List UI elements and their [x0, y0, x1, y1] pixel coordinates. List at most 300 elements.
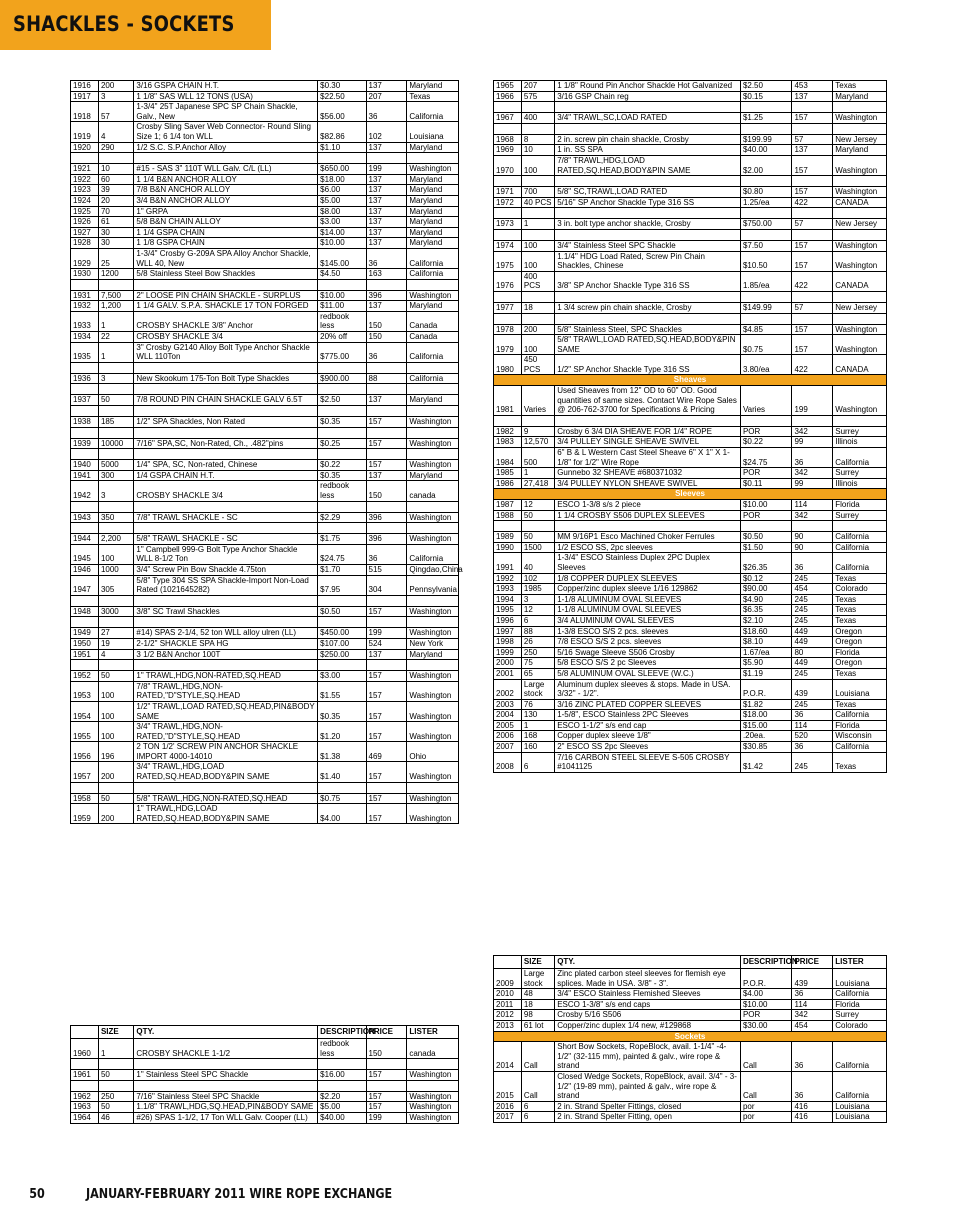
cell-lister: 207 — [366, 91, 407, 102]
cell-lister: 157 — [792, 335, 833, 355]
cell-lister: 245 — [792, 668, 833, 679]
cell-item-number: 2004 — [494, 710, 522, 721]
cell-lister: 157 — [792, 155, 833, 175]
table-row — [494, 647, 887, 658]
cell-zone: Texas — [833, 615, 887, 626]
table-row — [71, 742, 459, 762]
cell-lister: 157 — [366, 804, 407, 824]
cell-price: $8.10 — [740, 637, 792, 648]
spacer-cell — [407, 362, 459, 373]
spacer-cell — [318, 279, 366, 290]
table-row — [71, 638, 459, 649]
table-row — [71, 628, 459, 639]
table-row — [494, 324, 887, 335]
cell-lister: 157 — [792, 187, 833, 198]
cell-description: 1/2" TRAWL,LOAD RATED,SQ.HEAD,PIN&BODY SAME — [134, 701, 318, 721]
cell-lister: 137 — [366, 142, 407, 153]
cell-lister: 137 — [366, 174, 407, 185]
cell-quantity: 300 — [98, 470, 133, 481]
cell-description: 1.1/8" TRAWL,HDG,SQ.HEAD,PIN&BODY SAME — [134, 1102, 318, 1113]
spacer-cell — [833, 176, 887, 187]
cell-lister: 90 — [792, 542, 833, 553]
cell-description: 3/16 GSPA CHAIN H.T. — [134, 81, 318, 92]
cell-quantity: 500 — [521, 448, 554, 468]
cell-item-number: 1931 — [71, 290, 99, 301]
cell-price: $7.50 — [740, 240, 792, 251]
cell-zone: Maryland — [833, 91, 887, 102]
spacer-cell — [134, 427, 318, 438]
cell-quantity: 12 — [521, 500, 554, 511]
section-header-row — [494, 1031, 887, 1042]
cell-price: $1.10 — [318, 142, 366, 153]
cell-quantity: 40 — [521, 553, 554, 573]
cell-description: Short Bow Sockets, RopeBlock, avail. 1-1/4" -4-1/2" (32-115 mm), painted & galv., wire rope & strand — [555, 1042, 741, 1072]
cell-description: 3 in. bolt type anchor shackle, Crosby — [555, 219, 741, 230]
cell-description: 1" Stainless Steel SPC Shackle — [134, 1070, 318, 1081]
cell-item-number: 1959 — [71, 804, 99, 824]
cell-quantity: 1 — [521, 219, 554, 230]
table-spacer-row — [71, 1080, 459, 1091]
cell-zone: canada — [407, 481, 459, 501]
cell-description: 1 1/4 CROSBY S506 DUPLEX SLEEVES — [555, 510, 741, 521]
spacer-cell — [407, 617, 459, 628]
cell-item-number: 2015 — [494, 1071, 522, 1101]
cell-price: P.O.R. — [740, 679, 792, 699]
cell-description: 1-3/8 ESCO S/S 2 pcs. sleeves — [555, 626, 741, 637]
cell-zone: Washington — [833, 251, 887, 271]
cell-quantity: 168 — [521, 731, 554, 742]
cell-lister: 396 — [366, 534, 407, 545]
cell-item-number: 1947 — [71, 575, 99, 595]
table-row — [71, 544, 459, 564]
cell-price: Varies — [740, 386, 792, 416]
cell-description: 2 in. Strand Spelter Fitting, open — [555, 1112, 741, 1123]
spacer-cell — [521, 291, 554, 302]
cell-lister: 36 — [792, 710, 833, 721]
cell-quantity: 2,200 — [98, 534, 133, 545]
cell-item-number: 1922 — [71, 174, 99, 185]
spacer-cell — [98, 153, 133, 164]
cell-quantity: 400 — [521, 113, 554, 124]
cell-lister: 245 — [792, 605, 833, 616]
listings-table-left-2 — [70, 1025, 459, 1124]
cell-description: 1 1/8" Round Pin Anchor Shackle Hot Galvanized — [555, 81, 741, 92]
cell-lister: 245 — [792, 699, 833, 710]
spacer-cell — [521, 102, 554, 113]
cell-price: $1.70 — [318, 564, 366, 575]
cell-item-number: 1956 — [71, 742, 99, 762]
cell-item-number: 2002 — [494, 679, 522, 699]
cell-lister: 137 — [366, 395, 407, 406]
spacer-cell — [407, 523, 459, 534]
table-row — [494, 1020, 887, 1031]
cell-quantity: 100 — [521, 155, 554, 175]
cell-price: $2.50 — [740, 81, 792, 92]
cell-lister: 199 — [366, 1112, 407, 1123]
cell-price: $1.25 — [740, 113, 792, 124]
table-row — [71, 649, 459, 660]
cell-description: 1" Campbell 999-G Bolt Type Anchor Shackle WLL 8-1/2 Ton — [134, 544, 318, 564]
cell-description: 2 TON 1/2' SCREW PIN ANCHOR SHACKLE IMPORT 4000-14010 — [134, 742, 318, 762]
cell-lister: 304 — [366, 575, 407, 595]
table-row — [494, 386, 887, 416]
cell-quantity: 75 — [521, 658, 554, 669]
cell-item-number: 2001 — [494, 668, 522, 679]
table-spacer-row — [494, 176, 887, 187]
cell-zone: Washington — [407, 534, 459, 545]
cell-price: POR — [740, 426, 792, 437]
cell-description: 2" ESCO SS 2pc Sleeves — [555, 742, 741, 753]
cell-zone: California — [833, 1071, 887, 1101]
cell-price: $82.86 — [318, 122, 366, 142]
spacer-cell — [494, 521, 522, 532]
cell-item-number: 1954 — [71, 701, 99, 721]
cell-price: $0.75 — [318, 793, 366, 804]
cell-zone: Washington — [407, 681, 459, 701]
cell-price: 1.67/ea — [740, 647, 792, 658]
cell-description: Crosby 5/16 S506 — [555, 1010, 741, 1021]
cell-item-number: 1964 — [71, 1112, 99, 1123]
cell-item-number: 2016 — [494, 1101, 522, 1112]
spacer-cell — [71, 427, 99, 438]
spacer-cell — [98, 449, 133, 460]
cell-quantity: 98 — [521, 1010, 554, 1021]
cell-lister: 453 — [792, 81, 833, 92]
cell-quantity: 46 — [98, 1112, 133, 1123]
cell-price: $1.38 — [318, 742, 366, 762]
cell-item-number: 1970 — [494, 155, 522, 175]
spacer-cell — [740, 102, 792, 113]
cell-item-number: 1963 — [71, 1102, 99, 1113]
cell-price: $30.00 — [740, 1020, 792, 1031]
cell-lister: 245 — [792, 752, 833, 772]
cell-price: $1.55 — [318, 681, 366, 701]
cell-zone: CANADA — [833, 271, 887, 291]
cell-description: #15 - SAS 3" 110T WLL Galv. C/L (LL) — [134, 164, 318, 175]
table-spacer-row — [494, 208, 887, 219]
spacer-cell — [134, 1080, 318, 1091]
spacer-cell — [98, 595, 133, 606]
cell-lister: 57 — [792, 302, 833, 313]
table-row — [494, 573, 887, 584]
table-row — [71, 534, 459, 545]
cell-quantity: 196 — [98, 742, 133, 762]
cell-quantity: 200 — [98, 81, 133, 92]
cell-zone: Louisiana — [833, 1101, 887, 1112]
table-spacer-row — [71, 595, 459, 606]
cell-item-number: 1943 — [71, 512, 99, 523]
cell-zone: Canada — [407, 332, 459, 343]
cell-price: .20ea. — [740, 731, 792, 742]
cell-price: $7.95 — [318, 575, 366, 595]
cell-zone: Washington — [407, 438, 459, 449]
cell-lister: 36 — [792, 1042, 833, 1072]
cell-quantity: 1 — [521, 720, 554, 731]
cell-quantity: 25 — [98, 248, 133, 268]
table-spacer-row — [494, 123, 887, 134]
spacer-cell — [555, 229, 741, 240]
table-row — [494, 1010, 887, 1021]
cell-item-number: 2017 — [494, 1112, 522, 1123]
cell-zone: California — [833, 542, 887, 553]
cell-quantity: 3 — [521, 594, 554, 605]
spacer-cell — [521, 415, 554, 426]
table-spacer-row — [71, 523, 459, 534]
cell-lister: 36 — [366, 102, 407, 122]
cell-zone: Washington — [407, 628, 459, 639]
cell-lister: 454 — [792, 584, 833, 595]
table-row — [71, 238, 459, 249]
cell-zone: Wisconsin — [833, 731, 887, 742]
cell-quantity: 305 — [98, 575, 133, 595]
cell-item-number: 1929 — [71, 248, 99, 268]
cell-price: $40.00 — [740, 145, 792, 156]
cell-price: por — [740, 1112, 792, 1123]
spacer-cell — [521, 313, 554, 324]
cell-zone: Maryland — [407, 174, 459, 185]
cell-quantity: 6 — [521, 752, 554, 772]
header-cell-lister: LISTER — [833, 956, 887, 969]
cell-zone: Oregon — [833, 658, 887, 669]
cell-item-number: 1955 — [71, 722, 99, 742]
spacer-cell — [98, 523, 133, 534]
cell-lister: 157 — [366, 793, 407, 804]
cell-item-number: 2011 — [494, 999, 522, 1010]
spacer-cell — [366, 595, 407, 606]
cell-description: 1-3/4" ESCO Stainless Duplex 2PC Duplex Sleeves — [555, 553, 741, 573]
cell-item-number: 1932 — [71, 301, 99, 312]
cell-description: MM 9/16P1 Esco Machined Choker Ferrules — [555, 532, 741, 543]
spacer-cell — [407, 595, 459, 606]
cell-description: 7/8 B&N ANCHOR ALLOY — [134, 185, 318, 196]
table-row — [71, 671, 459, 682]
spacer-cell — [134, 595, 318, 606]
cell-lister: 157 — [792, 251, 833, 271]
spacer-cell — [366, 449, 407, 460]
table-row — [494, 134, 887, 145]
cell-description: 7/8 ROUND PIN CHAIN SHACKLE GALV 6.5T — [134, 395, 318, 406]
cell-zone: California — [833, 553, 887, 573]
cell-item-number: 2013 — [494, 1020, 522, 1031]
cell-zone: Maryland — [407, 81, 459, 92]
spacer-cell — [555, 521, 741, 532]
table-row — [71, 122, 459, 142]
cell-item-number: 1992 — [494, 573, 522, 584]
cell-description: 5/8 ESCO S/S 2 pc Sleeves — [555, 658, 741, 669]
cell-quantity: 700 — [521, 187, 554, 198]
spacer-cell — [134, 660, 318, 671]
cell-price: $4.90 — [740, 594, 792, 605]
cell-quantity: 40 PCS — [521, 197, 554, 208]
cell-item-number: 1997 — [494, 626, 522, 637]
spacer-cell — [318, 782, 366, 793]
cell-zone: California — [833, 742, 887, 753]
table-row — [494, 271, 887, 291]
cell-lister: 57 — [792, 219, 833, 230]
table-row — [494, 594, 887, 605]
cell-zone: Maryland — [407, 470, 459, 481]
cell-price: $0.25 — [318, 438, 366, 449]
cell-description: 1/2 ESCO SS, 2pc sleeves — [555, 542, 741, 553]
cell-price: $650.00 — [318, 164, 366, 175]
cell-zone: Maryland — [407, 238, 459, 249]
spacer-cell — [98, 1059, 133, 1070]
cell-zone: Maryland — [407, 395, 459, 406]
cell-lister: 36 — [366, 342, 407, 362]
cell-item-number: 1957 — [71, 762, 99, 782]
cell-zone: California — [833, 989, 887, 1000]
cell-zone: Washington — [407, 1112, 459, 1123]
cell-zone: Louisiana — [407, 122, 459, 142]
cell-lister: 157 — [366, 1070, 407, 1081]
cell-quantity: 250 — [521, 647, 554, 658]
cell-item-number: 1966 — [494, 91, 522, 102]
cell-item-number: 1960 — [71, 1039, 99, 1059]
cell-description: 5/8" Stainless Steel, SPC Shackles — [555, 324, 741, 335]
cell-description: 7/8" TRAWL SHACKLE - SC — [134, 512, 318, 523]
table-spacer-row — [494, 313, 887, 324]
cell-lister: 157 — [366, 1102, 407, 1113]
cell-lister: 422 — [792, 355, 833, 375]
table-spacer-row — [494, 521, 887, 532]
cell-quantity: 7,500 — [98, 290, 133, 301]
cell-quantity: 4 — [98, 649, 133, 660]
cell-quantity: 4 — [98, 122, 133, 142]
cell-lister: 157 — [792, 113, 833, 124]
spacer-cell — [318, 660, 366, 671]
table-row — [71, 470, 459, 481]
spacer-cell — [833, 521, 887, 532]
cell-quantity: 350 — [98, 512, 133, 523]
cell-description: 1-3/4" Crosby G-209A SPA Alloy Anchor Shackle, WLL 40, New — [134, 248, 318, 268]
header-cell-size: SIZE — [98, 1026, 133, 1039]
cell-description: 1/2" SP Anchor Shackle Type 316 SS — [555, 355, 741, 375]
cell-lister: 157 — [366, 762, 407, 782]
spacer-cell — [833, 208, 887, 219]
spacer-cell — [833, 291, 887, 302]
table-row — [494, 81, 887, 92]
cell-quantity: 65 — [521, 668, 554, 679]
spacer-cell — [407, 660, 459, 671]
cell-quantity: 100 — [98, 544, 133, 564]
cell-zone: Texas — [407, 91, 459, 102]
cell-description: 1" GRPA — [134, 206, 318, 217]
cell-zone: canada — [407, 1039, 459, 1059]
spacer-cell — [792, 291, 833, 302]
spacer-cell — [318, 406, 366, 417]
cell-description: 1-3/4" 25T Japanese SPC SP Chain Shackle, Galv., New — [134, 102, 318, 122]
cell-zone: Washington — [833, 386, 887, 416]
table-row — [71, 1039, 459, 1059]
cell-price: $10.00 — [740, 500, 792, 511]
spacer-cell — [366, 427, 407, 438]
spacer-cell — [134, 406, 318, 417]
cell-zone: Washington — [407, 164, 459, 175]
cell-price: $900.00 — [318, 373, 366, 384]
table-row — [71, 481, 459, 501]
spacer-cell — [366, 362, 407, 373]
spacer-cell — [134, 617, 318, 628]
table-row — [494, 542, 887, 553]
table-row — [494, 553, 887, 573]
cell-quantity: 10 — [98, 164, 133, 175]
table-row — [494, 584, 887, 595]
header-cell-qty: QTY. — [555, 956, 741, 969]
table-row — [494, 1071, 887, 1101]
cell-quantity: 130 — [521, 710, 554, 721]
cell-price: $2.00 — [740, 155, 792, 175]
cell-zone: Surrey — [833, 426, 887, 437]
cell-quantity: 50 — [521, 532, 554, 543]
cell-quantity: 100 — [98, 701, 133, 721]
cell-lister: 150 — [366, 1039, 407, 1059]
cell-zone: California — [407, 373, 459, 384]
table-row — [71, 332, 459, 343]
spacer-cell — [134, 501, 318, 512]
cell-zone: Washington — [833, 335, 887, 355]
table-row — [494, 668, 887, 679]
cell-quantity: 76 — [521, 699, 554, 710]
table-row — [71, 395, 459, 406]
spacer-cell — [98, 617, 133, 628]
spacer-cell — [740, 123, 792, 134]
cell-price: $18.60 — [740, 626, 792, 637]
cell-quantity: 1 — [521, 468, 554, 479]
spacer-cell — [98, 782, 133, 793]
cell-zone: Washington — [833, 155, 887, 175]
spacer-cell — [318, 1080, 366, 1091]
table-row — [71, 102, 459, 122]
cell-lister: 99 — [792, 437, 833, 448]
cell-item-number: 1946 — [71, 564, 99, 575]
spacer-cell — [494, 229, 522, 240]
cell-lister: 137 — [366, 195, 407, 206]
cell-price: redbook less — [318, 481, 366, 501]
cell-description: #14) SPAS 2-1/4, 52 ton WLL alloy ulren (LL) — [134, 628, 318, 639]
cell-description: 1/8 COPPER DUPLEX SLEEVES — [555, 573, 741, 584]
cell-description: ESCO 1-3/8 s/s 2 piece — [555, 500, 741, 511]
table-spacer-row — [71, 384, 459, 395]
cell-lister: 524 — [366, 638, 407, 649]
cell-description: 7/16" SPA,SC, Non-Rated, Ch., .482"pins — [134, 438, 318, 449]
cell-zone: Colorado — [833, 584, 887, 595]
table-row — [71, 301, 459, 312]
table-header-row — [71, 1026, 459, 1039]
table-spacer-row — [71, 279, 459, 290]
cell-price: Call — [740, 1071, 792, 1101]
cell-zone: Pennsylvania — [407, 575, 459, 595]
cell-price: $2.50 — [318, 395, 366, 406]
cell-zone: Maryland — [407, 206, 459, 217]
cell-item-number: 1938 — [71, 417, 99, 428]
cell-zone: Washington — [407, 512, 459, 523]
cell-item-number: 1942 — [71, 481, 99, 501]
cell-price: $26.35 — [740, 553, 792, 573]
cell-price: $18.00 — [318, 174, 366, 185]
cell-price: $24.75 — [318, 544, 366, 564]
cell-quantity: Call — [521, 1071, 554, 1101]
cell-zone: Florida — [833, 647, 887, 658]
cell-price: $250.00 — [318, 649, 366, 660]
table-row — [494, 742, 887, 753]
table-row — [71, 91, 459, 102]
cell-quantity: 12,570 — [521, 437, 554, 448]
cell-lister: 515 — [366, 564, 407, 575]
cell-price: $8.00 — [318, 206, 366, 217]
table-row — [71, 564, 459, 575]
cell-price: P.O.R. — [740, 969, 792, 989]
cell-lister: 416 — [792, 1101, 833, 1112]
